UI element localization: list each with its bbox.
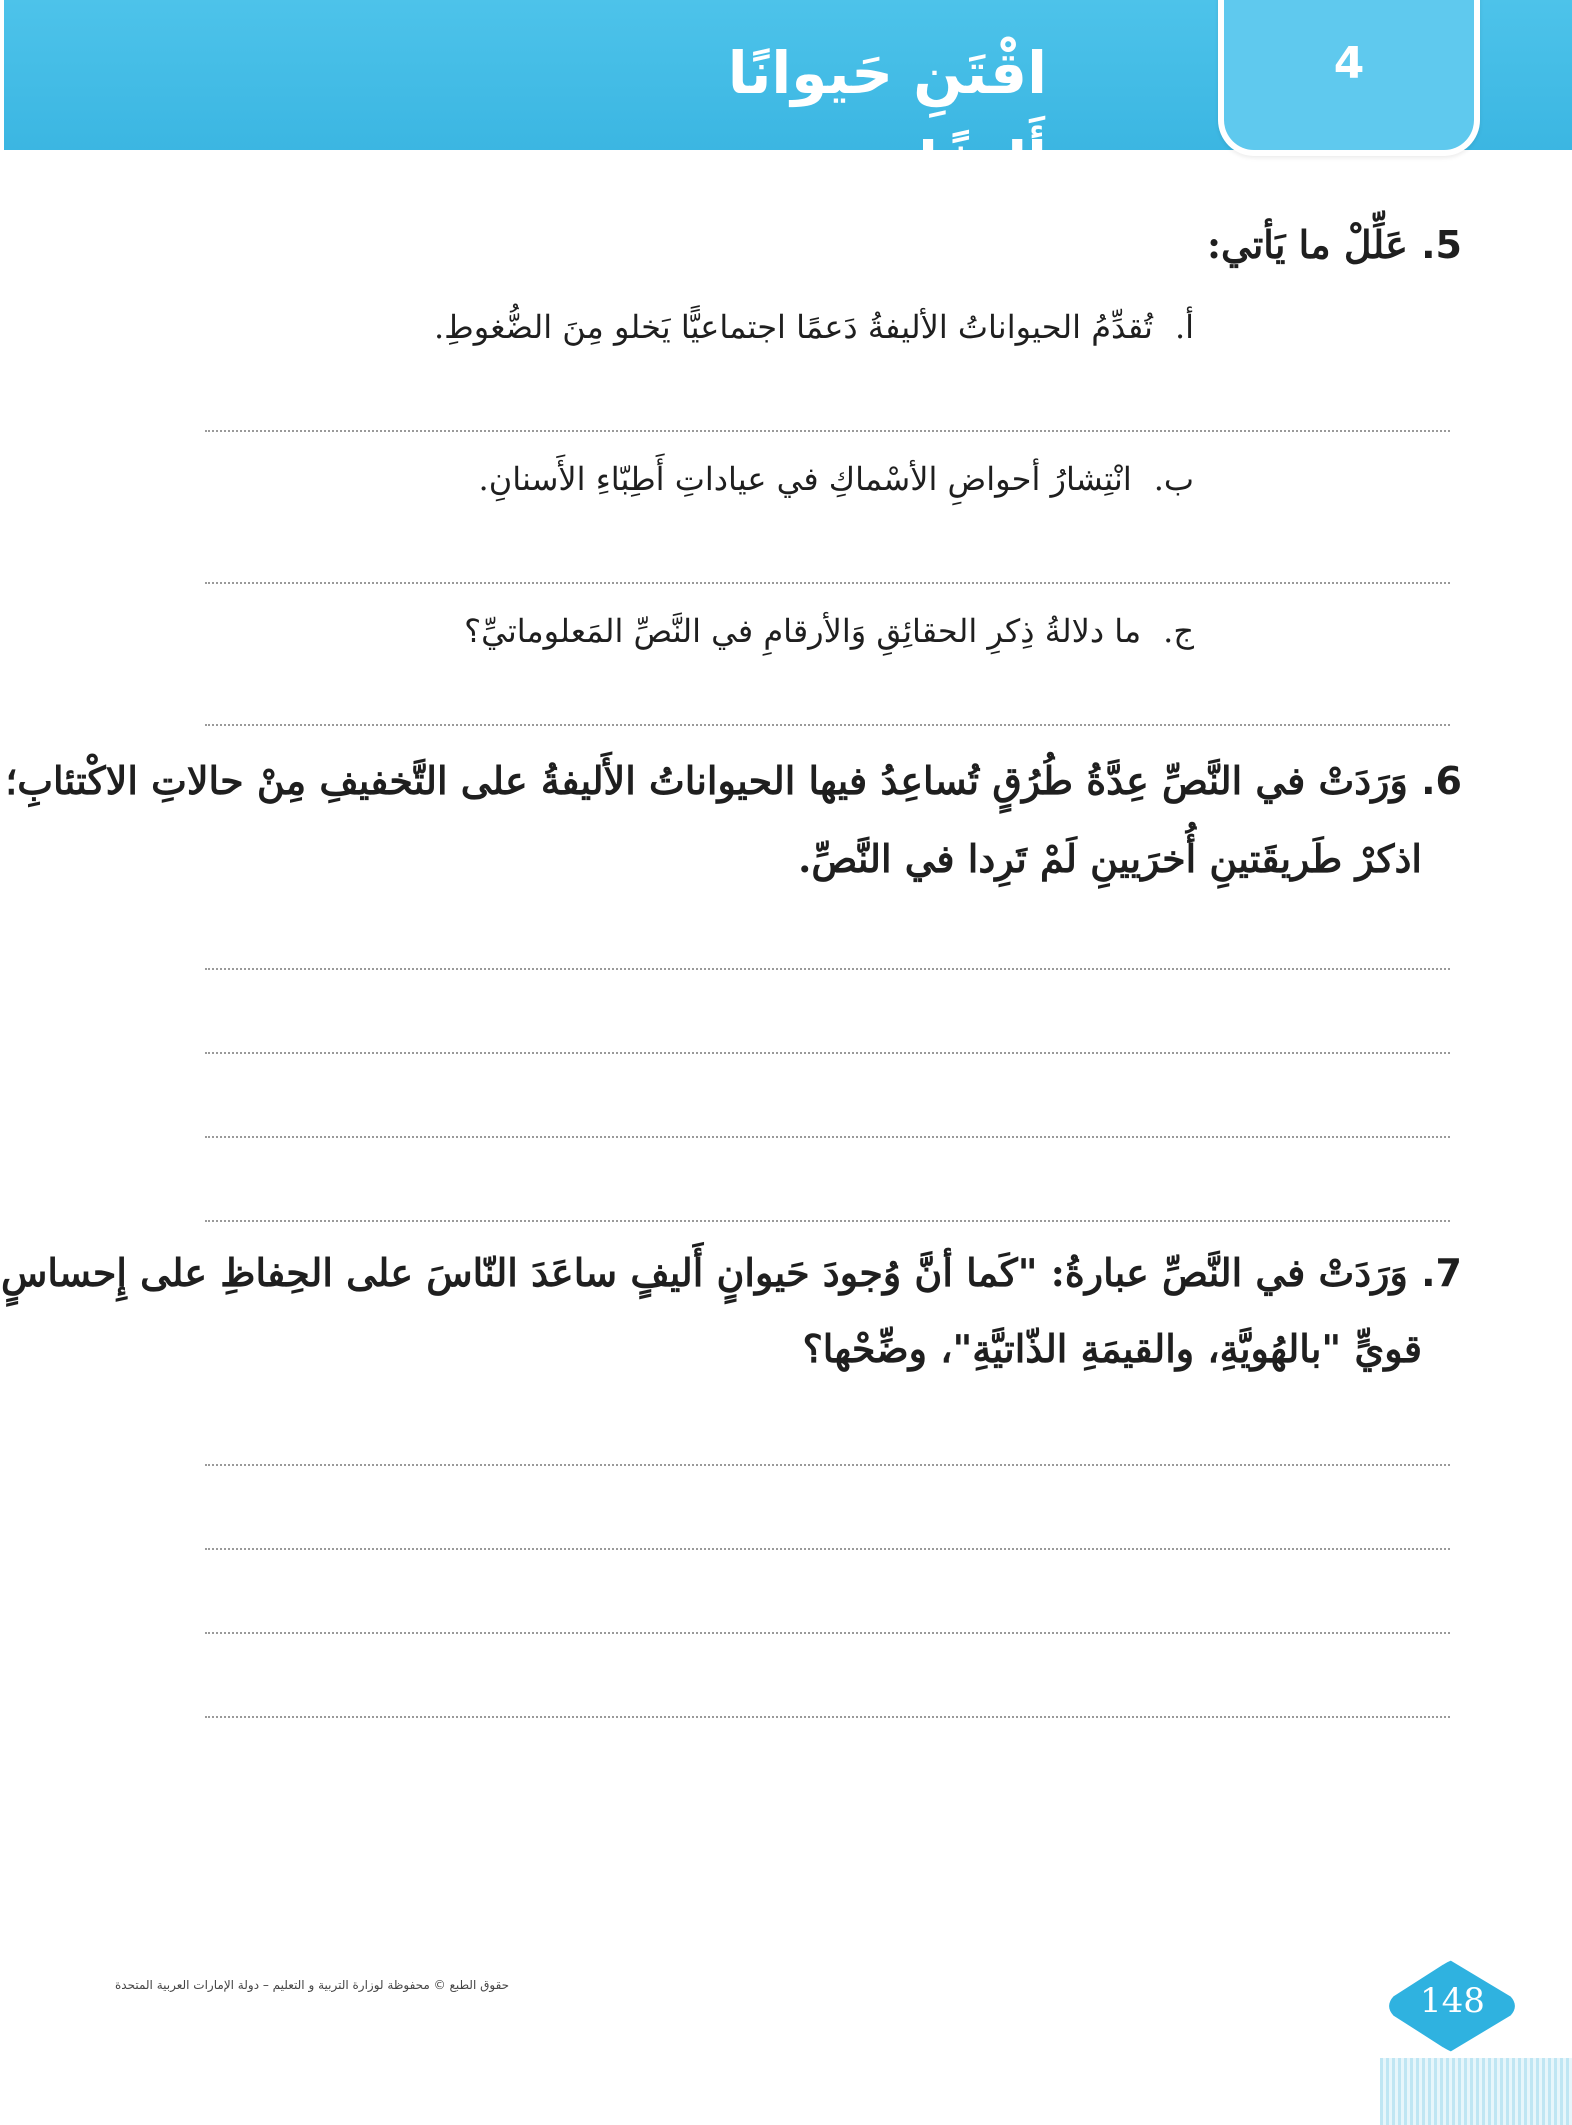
question-7 [1, 1250, 1462, 1295]
item-letter: ب. [1153, 460, 1194, 498]
question-6 [5, 758, 1462, 803]
answer-line[interactable] [205, 1548, 1450, 1550]
question-7-number: 7. [1421, 1251, 1462, 1295]
answer-line[interactable] [205, 1716, 1450, 1718]
answer-line[interactable] [205, 430, 1450, 432]
answer-line[interactable] [205, 968, 1450, 970]
question-5-item-a [434, 308, 1194, 346]
answer-line[interactable] [205, 1632, 1450, 1634]
question-5-item-c [464, 612, 1194, 650]
item-letter: أ. [1174, 308, 1194, 346]
answer-line[interactable] [205, 1464, 1450, 1466]
answer-line[interactable] [205, 1136, 1450, 1138]
lesson-title: اقْتَنِ حَيوانًا أَليفًا [727, 39, 1047, 197]
copyright-footer: حقوق الطبع © محفوظة لوزارة التربية و التعليم – دولة الإمارات العربية المتحدة [115, 1978, 510, 1992]
unit-number-tab [1218, 0, 1480, 156]
page-number-badge [1380, 1955, 1525, 2057]
page-corner-pattern [1380, 2058, 1572, 2125]
answer-line[interactable] [205, 724, 1450, 726]
question-5-text: عَلِّلْ ما يَأتي: [1207, 222, 1408, 267]
answer-line[interactable] [205, 582, 1450, 584]
item-text: انْتِشارُ أحواضِ الأسْماكِ في عياداتِ أَطِبّاءِ الأَسنانِ. [478, 460, 1132, 498]
question-5 [1207, 222, 1462, 267]
item-text: تُقدِّمُ الحيواناتُ الأليفةُ دَعمًا اجتماعيًّا يَخلو مِنَ الضُّغوطِ. [434, 308, 1153, 346]
item-letter: ج. [1163, 612, 1194, 650]
question-6-line-1: وَرَدَتْ في النَّصِّ عِدَّةُ طُرُقٍ تُساعِدُ فيها الحيواناتُ الأَليفةُ على التَّخفيفِ مِنْ حالاتِ الاكْتئابِ؛ [5, 758, 1408, 803]
question-7-line-2: قويٍّ "بالهُويَّةِ، والقيمَةِ الذّاتيَّةِ"، وضِّحْها؟ [802, 1326, 1422, 1371]
answer-line[interactable] [205, 1220, 1450, 1222]
unit-number: 4 [1333, 38, 1365, 89]
page-number: 148 [1420, 1981, 1485, 2021]
question-6-line-2: اذكرْ طَريقَتينِ أُخرَيينِ لَمْ تَرِدا في النَّصِّ. [798, 836, 1422, 881]
question-5-item-b [479, 460, 1194, 498]
question-6-number: 6. [1421, 759, 1462, 803]
item-text: ما دلالةُ ذِكرِ الحقائِقِ وَالأرقامِ في النَّصِّ المَعلوماتيِّ؟ [464, 612, 1142, 650]
question-7-line-1: وَرَدَتْ في النَّصِّ عبارةُ: "كَما أنَّ وُجودَ حَيوانٍ أَليفٍ ساعَدَ النّاسَ على الحِفاظِ على إِحساسٍ [1, 1250, 1408, 1295]
question-5-number: 5. [1421, 223, 1462, 267]
answer-line[interactable] [205, 1052, 1450, 1054]
